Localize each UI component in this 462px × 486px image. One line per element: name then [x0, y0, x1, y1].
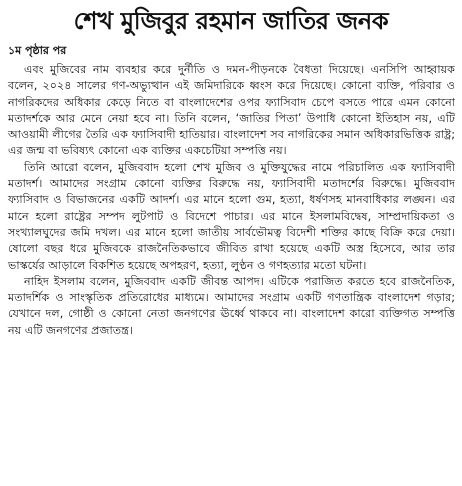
article-body [8, 62, 455, 339]
headline: শেখ মুজিবুর রহমান জাতির জনক [73, 7, 389, 35]
article-paragraph: এবং মুজিবের নাম ব্যবহার করে দুর্নীতি ও দমন-পীড়নকে বৈধতা দিয়েছে। এনসিপি আহ্বায়ক বলেন, ২০২৪ সালের গণ-অভ্যুত্থান এই জমিদারিকে ধ্বংস করে দিয়েছে। কোনো ব্যক্তি, পরিবার ও নাগরিকদের অধিকার কেড়ে নিতে বা বাংলাদেশের ওপর ফ্যাসিবাদ চেপে বসতে পারে এমন কোনো মতাদর্শকে আর মেনে নেয়া হবে না। তিনি বলেন, ‘জাতির পিতা’ উপাধি কোনো ইতিহাস নয়, এটি আওয়ামী লীগের তৈরি এক ফ্যাসিবাদী হাতিয়ার। বাংলাদেশ সব নাগরিকের সমান অধিকারভিত্তিক রাষ্ট্র; এর জন্ম বা ভবিষ্যৎ কোনো এক ব্যক্তির একচেটিয়া সম্পত্তি নয়। [8, 63, 455, 158]
article-paragraph: নাহিদ ইসলাম বলেন, মুজিববাদ একটি জীবন্ত আপদ। এটিকে পরাজিত করতে হবে রাজনৈতিক, মতাদর্শিক ও সাংস্কৃতিক প্রতিরোধের মাধ্যমে। আমাদের সংগ্রাম একটি গণতান্ত্রিক বাংলাদেশ গড়ার; যেখানে দল, গোষ্ঠী ও কোনো নেতা জনগণের ঊর্ধ্বে থাকবে না। বাংলাদেশ কারো ব্যক্তিগত সম্পত্তি নয় এটি জনগণের প্রজাতন্ত্র। [8, 274, 455, 337]
article-paragraph: তিনি আরো বলেন, মুজিববাদ হলো শেখ মুজিব ও মুক্তিযুদ্ধের নামে পরিচালিত এক ফ্যাসিবাদী মতাদর্শ। আমাদের সংগ্রাম কোনো ব্যক্তির বিরুদ্ধে নয়, ফ্যাসিবাদী মতাদর্শের বিরুদ্ধে। মুজিববাদ ফ্যাসিবাদ ও বিভাজনের একটি আদর্শ। এর মানে হলো গুম, হত্যা, ধর্ষণসহ মানবাধিকার লঙ্ঘন। এর মানে হলো রাষ্ট্রের সম্পদ লুটপাট ও বিদেশে পাচার। এর মানে ইসলামবিদ্বেষ, সাম্প্রদায়িকতা ও সংখ্যালঘুদের জমি দখল। এর মানে হলো জাতীয় সার্বভৌমত্ব বিদেশী শক্তির কাছে বিক্রি করে দেয়া। ষোলো বছর ধরে মুজিবকে রাজনৈতিকভাবে জীবিত রাখা হয়েছে একটি অস্ত্র হিসেবে, আর তার ভাস্কর্যের আড়ালে বিকশিত হয়েছে অপহরণ, হত্যা, লুণ্ঠন ও গণহত্যার মতো ঘটনা। [8, 160, 455, 272]
continued-from-label: ১ম পৃষ্ঠার পর [8, 44, 67, 57]
